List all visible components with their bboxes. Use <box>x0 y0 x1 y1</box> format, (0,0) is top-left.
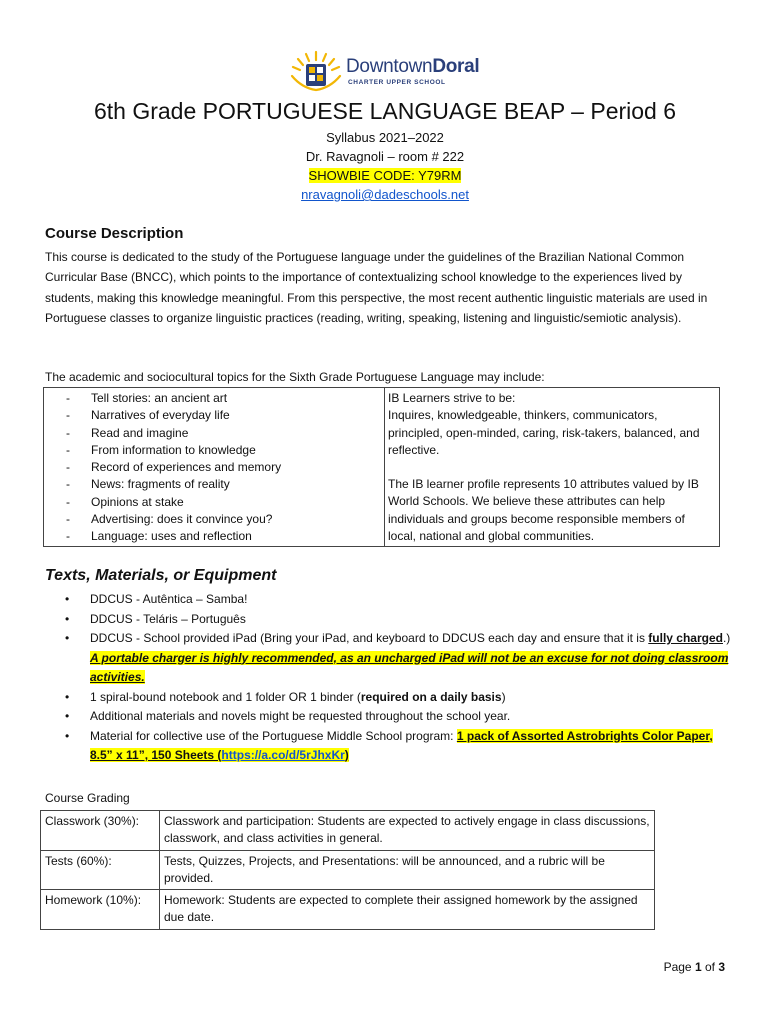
topics-table <box>43 387 720 547</box>
teacher-room: Dr. Ravagnoli – room # 222 <box>305 149 465 164</box>
topic-item: - News: fragments of reality <box>66 476 384 493</box>
table-row <box>41 890 655 930</box>
teacher-email <box>0 187 770 202</box>
grading-category: Homework (10%): <box>41 890 160 930</box>
topic-item: - Record of experiences and memory <box>66 459 384 476</box>
table-row <box>41 811 655 851</box>
material-item: • Material for collective use of the Portuguese Middle School program: 1 pack of Assorted Astrobrights Color Paper, 8.5” x 11”, 150 Sheets (https://a.co/d/5rJhxKr) <box>65 728 713 762</box>
topic-item: - Opinions at stake <box>66 494 384 511</box>
amazon-link[interactable]: https://a.co/d/5rJhxKr <box>221 748 345 762</box>
table-row <box>41 850 655 890</box>
school-logo <box>288 48 488 94</box>
material-item: • Additional materials and novels might be requested throughout the school year. <box>62 707 732 727</box>
grading-table <box>40 810 655 930</box>
ib-heading: IB Learners strive to be: <box>388 391 516 405</box>
syllabus-year: Syllabus 2021–2022 <box>326 130 444 145</box>
email-link[interactable]: nravagnoli@dadeschools.net <box>301 187 469 202</box>
course-description-text: This course is dedicated to the study of the Portuguese language under the guidelines of the Brazilian National Common Curricular Base (BNCC), which points to the importance of contextualizing school knowledge to the experiences lived by students, making this knowledge meaningful. From this perspective, the most recent authentic linguistic materials are used in Portuguese classes to organize linguistic practices (reading, writing, speaking, listening and linguistic/semiotic analysis). <box>45 250 708 325</box>
charger-note: A portable charger is highly recommended, as an uncharged iPad will not be an excuse for not doing classroom activities. <box>90 650 729 684</box>
topics-intro: The academic and sociocultural topics for the Sixth Grade Portuguese Language may include: <box>45 370 545 384</box>
material-item: • DDCUS - Autêntica – Samba! <box>62 590 732 610</box>
ib-attributes: Inquires, knowledgeable, thinkers, communicators, principled, open-minded, caring, risk-takers, balanced, and reflective. <box>388 408 700 457</box>
grading-category: Classwork (30%): <box>41 811 160 851</box>
page-number: Page 1 of 3 <box>663 960 725 974</box>
topic-item: - Tell stories: an ancient art <box>66 390 384 407</box>
topic-item: - From information to knowledge <box>66 442 384 459</box>
grading-category: Tests (60%): <box>41 850 160 890</box>
paper-pack-note: 1 pack of Assorted Astrobrights Color Paper, 8.5” x 11”, 150 Sheets ( <box>90 728 713 762</box>
grading-description: Homework: Students are expected to complete their assigned homework by the assigned due date. <box>160 890 655 930</box>
grading-description: Classwork and participation: Students are expected to actively engage in class discussions, classwork, and class activities in general. <box>160 811 655 851</box>
material-item: • DDCUS - Teláris – Português <box>62 610 732 630</box>
logo-emblem-icon <box>288 48 344 94</box>
course-description-heading: Course Description <box>45 225 184 242</box>
logo-subtitle: CHARTER UPPER SCHOOL <box>348 79 446 86</box>
bullet-icon: • <box>65 728 70 743</box>
topic-item: - Language: uses and reflection <box>66 528 384 545</box>
showbie-code: SHOWBIE CODE: Y79RM <box>308 168 462 183</box>
topic-item: - Narratives of everyday life <box>66 407 384 424</box>
topic-item: - Advertising: does it convince you? <box>66 511 384 528</box>
bullet-icon: • <box>65 709 70 723</box>
materials-list <box>62 590 732 766</box>
ib-profile-text: The IB learner profile represents 10 attributes valued by IB World Schools. We believe these attributes can help individuals and groups become responsible members of local, national and global communities. <box>388 477 699 544</box>
bullet-icon: • <box>65 611 70 626</box>
bullet-icon: • <box>65 631 70 645</box>
logo-name: DowntownDoral <box>346 56 480 77</box>
grading-label: Course Grading <box>45 791 130 805</box>
topic-item: - Read and imagine <box>66 425 384 442</box>
bullet-icon: • <box>65 689 70 704</box>
materials-heading: Texts, Materials, or Equipment <box>45 567 277 584</box>
material-item: • DDCUS - School provided iPad (Bring your iPad, and keyboard to DDCUS each day and ensure that it is fully charged.) A portable charger is highly recommended, as an uncharged iPad will not be an excuse for not doing classroom activities. <box>65 631 731 684</box>
bullet-icon: • <box>65 592 70 606</box>
ib-profile-cell <box>385 388 720 547</box>
grading-description: Tests, Quizzes, Projects, and Presentations: will be announced, and a rubric will be provided. <box>160 850 655 890</box>
topics-cell <box>44 388 385 547</box>
page-title: 6th Grade PORTUGUESE LANGUAGE BEAP – Period 6 <box>93 98 677 124</box>
material-item: • 1 spiral-bound notebook and 1 folder OR 1 binder (required on a daily basis) <box>62 688 732 708</box>
topics-list <box>44 388 384 546</box>
